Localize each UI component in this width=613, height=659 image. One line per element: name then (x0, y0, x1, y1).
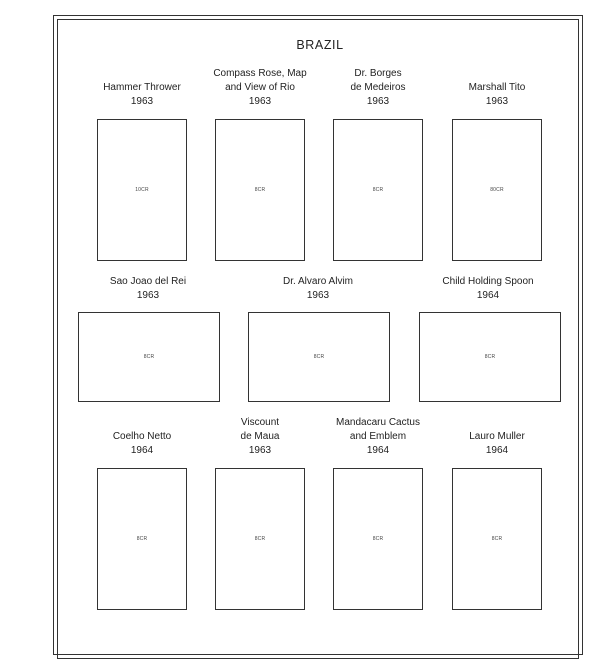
stamp-denomination: 10CR (135, 187, 149, 193)
stamp-mount (215, 468, 305, 610)
stamp-denomination: 8CR (491, 536, 503, 542)
stamp-name-line: Coelho Netto (112, 431, 172, 442)
stamp-name-line: Lauro Muller (469, 431, 525, 442)
stamp-mount (97, 468, 187, 610)
stamp-year: 1963 (136, 290, 160, 301)
stamp-name-line: Mandacaru Cactus (336, 417, 420, 428)
stamp-caption (413, 275, 563, 303)
stamp-mount (97, 119, 187, 261)
stamp-denomination: 80CR (490, 187, 504, 193)
stamp-denomination: 8CR (136, 536, 148, 542)
stamp-denomination: 8CR (484, 354, 496, 360)
stamp-denomination: 8CR (372, 536, 384, 542)
stamp-caption (73, 275, 223, 303)
stamp-name-line: Viscount (240, 417, 280, 428)
stamp-mount (215, 119, 305, 261)
stamp-name-line: Hammer Thrower (103, 82, 181, 93)
stamp-mount (452, 468, 542, 610)
stamp-year: 1963 (485, 96, 509, 107)
stamp-year: 1964 (476, 290, 500, 301)
stamp-denomination: 8CR (313, 354, 325, 360)
stamp-name-line: Marshall Tito (468, 82, 526, 93)
stamp-name-line: and View of Rio (225, 82, 295, 93)
stamp-denomination: 8CR (372, 187, 384, 193)
stamp-year: 1964 (130, 445, 154, 456)
stamp-name-line: de Medeiros (350, 82, 406, 93)
stamp-mount (419, 312, 561, 402)
stamp-name-line: de Maua (240, 431, 280, 442)
stamp-year: 1963 (248, 96, 272, 107)
page-title: BRAZIL (296, 38, 344, 52)
stamp-caption (422, 430, 572, 458)
stamp-name-line: and Emblem (349, 431, 407, 442)
stamp-year: 1963 (130, 96, 154, 107)
stamp-mount (248, 312, 390, 402)
stamp-name-line: Sao Joao del Rei (109, 276, 187, 287)
stamp-name-line: Child Holding Spoon (442, 276, 534, 287)
stamp-year: 1964 (366, 445, 390, 456)
stamp-denomination: 8CR (254, 536, 266, 542)
stamp-name-line: Compass Rose, Map (213, 68, 307, 79)
stamp-denomination: 8CR (143, 354, 155, 360)
stamp-denomination: 8CR (254, 187, 266, 193)
stamp-year: 1964 (485, 445, 509, 456)
stamp-mount (333, 468, 423, 610)
stamp-mount (78, 312, 220, 402)
stamp-caption (243, 275, 393, 303)
stamp-name-line: Dr. Alvaro Alvim (282, 276, 354, 287)
stamp-caption (422, 81, 572, 109)
stamp-mount (333, 119, 423, 261)
stamp-year: 1963 (248, 445, 272, 456)
stamp-year: 1963 (366, 96, 390, 107)
stamp-name-line: Dr. Borges (354, 68, 402, 79)
stamp-mount (452, 119, 542, 261)
stamp-year: 1963 (306, 290, 330, 301)
